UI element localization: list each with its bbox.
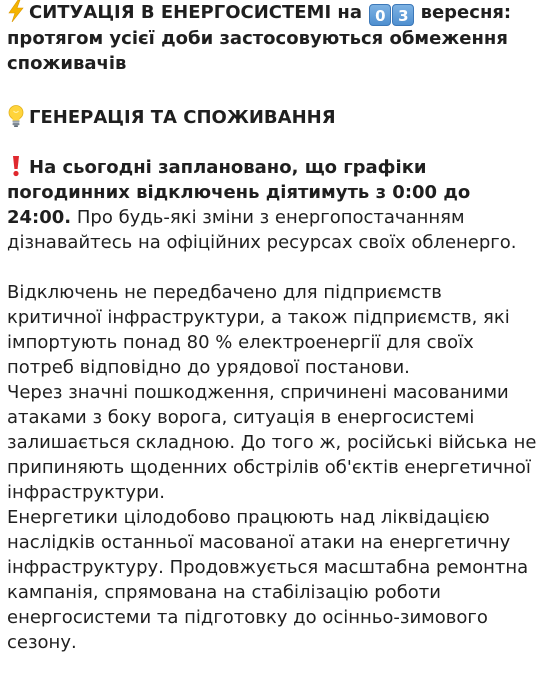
title-prefix: СИТУАЦІЯ В ЕНЕРГОСИСТЕМІ на <box>29 2 363 23</box>
date-digit-keycap: 3 <box>392 4 414 26</box>
high-voltage-icon <box>7 0 25 22</box>
title-suffix: вересня: <box>420 2 512 23</box>
notice-paragraph <box>7 155 537 255</box>
message-title <box>7 0 537 76</box>
body-paragraph-1: Відключень не передбачено для підприємств критичної інфраструктури, а також підприємств, які імпортують понад 80 % електроенергії для своїх потреб відповідно до урядової постанови. <box>7 282 510 378</box>
date-digit-keycap: 0 <box>369 4 391 26</box>
spacer <box>7 255 537 280</box>
title-line-2: протягом усієї доби застосовуються обмеження <box>7 28 508 49</box>
title-line-3: споживачів <box>7 53 127 74</box>
red-exclamation-icon <box>9 155 23 177</box>
light-bulb-icon <box>7 104 25 128</box>
section-heading-text: ГЕНЕРАЦІЯ ТА СПОЖИВАННЯ <box>29 107 336 128</box>
section-heading <box>7 104 537 130</box>
notice-regular-text: Про будь-які зміни з енергопостачанням дізнавайтесь на офіційних ресурсах своїх обленерго. <box>7 207 517 253</box>
notice-bold-text: На сьогодні заплановано, що графіки погодинних відключень діятимуть з 0:00 до 24:00. <box>7 157 471 228</box>
body-paragraph-3: Енергетики цілодобово працюють над ліквідацією наслідків останньої масованої атаки на енергетичну інфраструктуру. Продовжується масштабна ремонтна кампанія, спрямована на стабілізацію роботи енергосистеми та підготовку до осінньо-зимового сезону. <box>7 507 529 653</box>
spacer <box>7 130 537 155</box>
body-paragraph-2: Через значні пошкодження, спричинені масованими атаками з боку ворога, ситуація в енергосистемі залишається складною. До того ж, російські війська не припиняють щоденних обстрілів об'єктів енергетичної інфраструктури. <box>7 382 537 503</box>
spacer <box>7 76 537 104</box>
